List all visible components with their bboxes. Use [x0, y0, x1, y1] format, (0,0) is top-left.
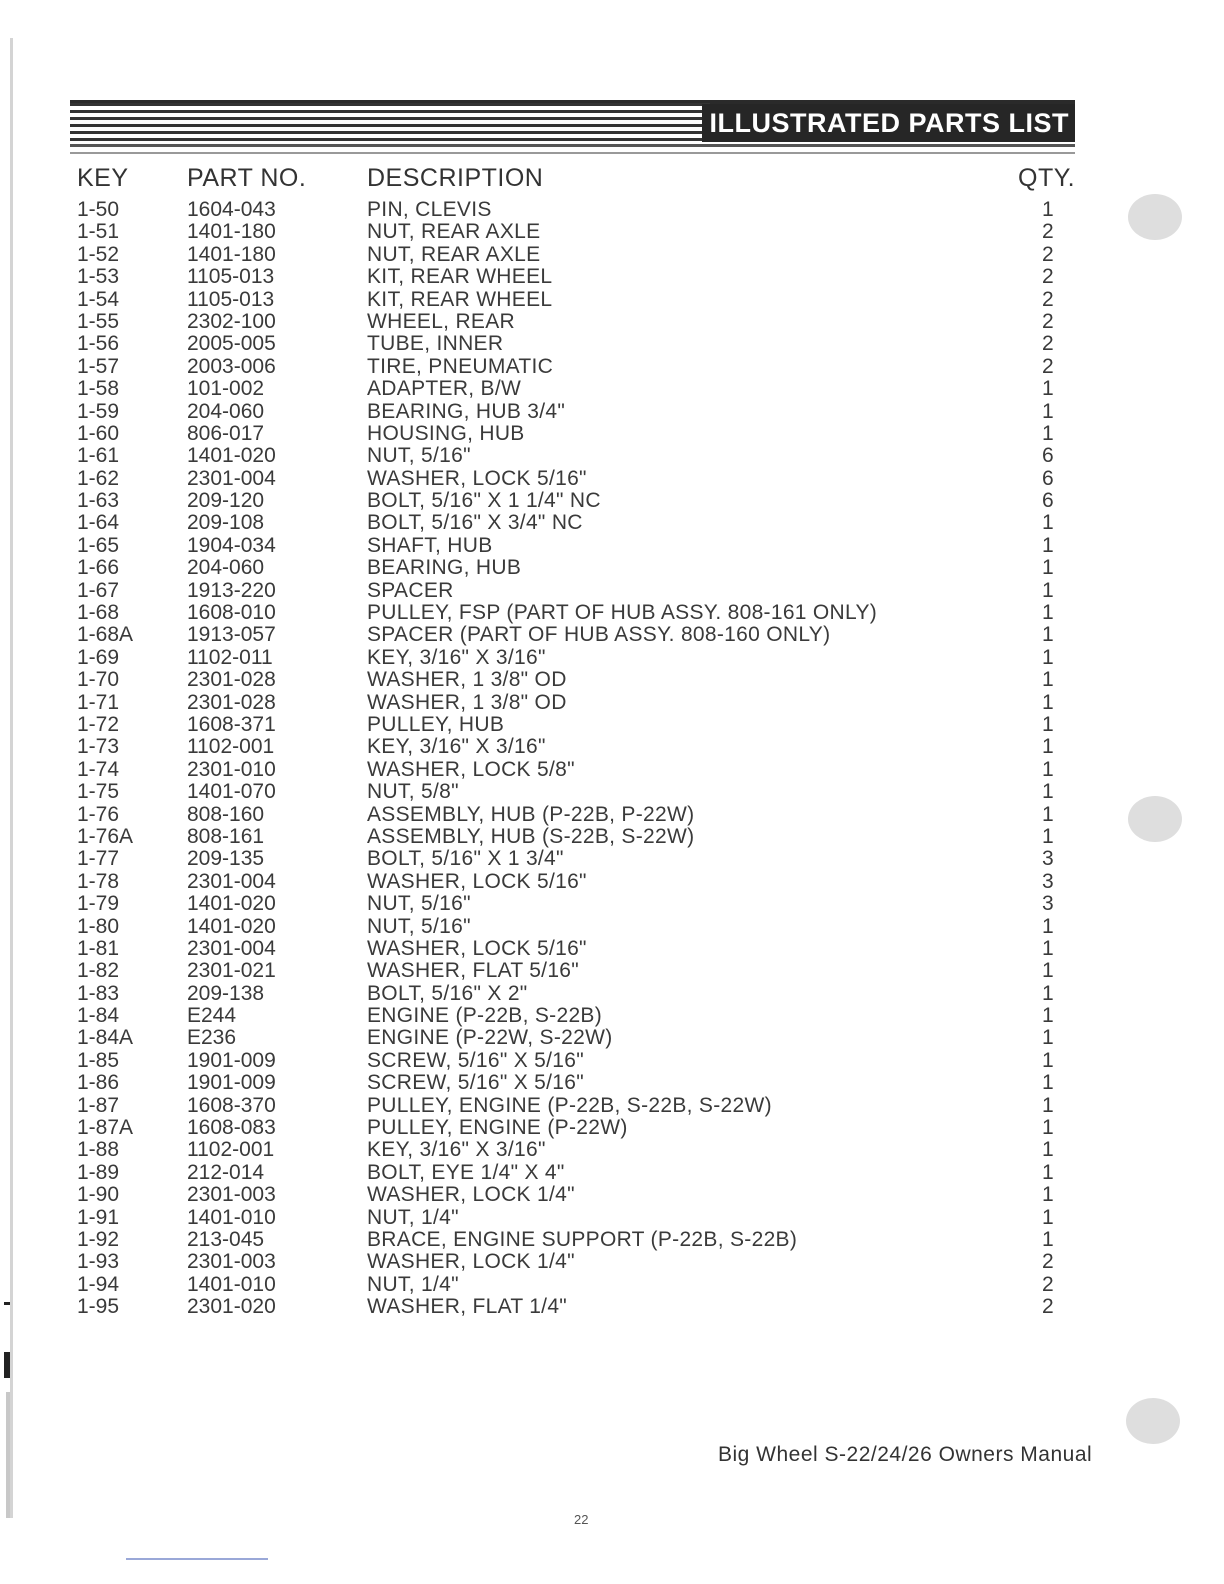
row-qty: 3 [1042, 869, 1054, 893]
row-qty: 6 [1042, 444, 1054, 468]
row-key: 1-54 [77, 287, 120, 311]
table-row [0, 669, 1224, 691]
row-description: NUT, 1/4" [367, 1205, 459, 1229]
row-qty: 1 [1042, 645, 1054, 669]
footer-title: Big Wheel S-22/24/26 Owners Manual [718, 1443, 1093, 1466]
row-qty: 1 [1042, 690, 1054, 714]
row-description: NUT, REAR AXLE [367, 220, 541, 244]
row-part-no: 2301-028 [187, 668, 276, 692]
table-row [0, 580, 1224, 602]
row-description: PULLEY, HUB [367, 712, 505, 736]
table-row [0, 333, 1224, 355]
table-row [0, 1095, 1224, 1117]
row-qty: 1 [1042, 1183, 1054, 1207]
row-key: 1-72 [77, 712, 120, 736]
row-part-no: 2301-021 [187, 959, 276, 983]
table-row [0, 1162, 1224, 1184]
row-key: 1-77 [77, 847, 120, 871]
row-qty: 1 [1042, 511, 1054, 535]
row-description: BRACE, ENGINE SUPPORT (P-22B, S-22B) [367, 1227, 798, 1251]
table-row [0, 557, 1224, 579]
row-key: 1-64 [77, 511, 120, 535]
table-row [0, 1274, 1224, 1296]
row-description: WASHER, FLAT 5/16" [367, 959, 580, 983]
row-qty: 2 [1042, 287, 1054, 311]
row-description: ASSEMBLY, HUB (P-22B, P-22W) [367, 802, 695, 826]
row-part-no: 1401-180 [187, 220, 276, 244]
row-qty: 6 [1042, 489, 1054, 513]
row-description: WASHER, LOCK 5/16" [367, 936, 587, 960]
row-key: 1-84 [77, 1004, 120, 1028]
row-part-no: 808-160 [187, 802, 265, 826]
row-part-no: 2301-010 [187, 757, 276, 781]
row-key: 1-69 [77, 645, 120, 669]
row-key: 1-88 [77, 1138, 120, 1162]
row-part-no: 209-135 [187, 847, 265, 871]
row-description: NUT, 5/16" [367, 444, 471, 468]
row-qty: 1 [1042, 1004, 1054, 1028]
binder-hole [1126, 1398, 1180, 1444]
row-description: KIT, REAR WHEEL [367, 265, 553, 289]
row-description: HOUSING, HUB [367, 421, 525, 445]
table-row [0, 378, 1224, 400]
table-row [0, 736, 1224, 758]
row-qty: 1 [1042, 959, 1054, 983]
row-part-no: 1904-034 [187, 533, 276, 557]
row-key: 1-87 [77, 1093, 120, 1117]
row-key: 1-53 [77, 265, 120, 289]
row-qty: 1 [1042, 556, 1054, 580]
row-part-no: 808-161 [187, 824, 265, 848]
row-part-no: 1608-371 [187, 712, 276, 736]
row-part-no: 101-002 [187, 377, 265, 401]
row-part-no: 2301-004 [187, 869, 276, 893]
row-part-no: 213-045 [187, 1227, 265, 1251]
table-row [0, 647, 1224, 669]
table-row [0, 871, 1224, 893]
row-part-no: 1401-010 [187, 1272, 276, 1296]
row-description: SPACER (PART OF HUB ASSY. 808-160 ONLY) [367, 623, 831, 647]
table-row [0, 893, 1224, 915]
row-part-no: 1608-370 [187, 1093, 276, 1117]
row-qty: 2 [1042, 1250, 1054, 1274]
row-part-no: 1105-013 [187, 265, 275, 289]
row-description: BOLT, 5/16" X 2" [367, 981, 528, 1005]
table-row [0, 804, 1224, 826]
row-qty: 1 [1042, 1116, 1054, 1140]
row-qty: 1 [1042, 1071, 1054, 1095]
row-description: BOLT, 5/16" X 1 3/4" [367, 847, 564, 871]
row-qty: 1 [1042, 1227, 1054, 1251]
row-key: 1-95 [77, 1295, 120, 1319]
row-qty: 1 [1042, 421, 1054, 445]
divider [70, 152, 1075, 154]
table-row [0, 401, 1224, 423]
row-qty: 1 [1042, 712, 1054, 736]
row-part-no: 2301-020 [187, 1295, 276, 1319]
row-part-no: 1604-043 [187, 198, 276, 221]
row-description: KEY, 3/16" X 3/16" [367, 1138, 546, 1162]
table-row [0, 1229, 1224, 1251]
row-key: 1-78 [77, 869, 120, 893]
row-part-no: 1401-020 [187, 892, 276, 916]
row-part-no: 204-060 [187, 399, 265, 423]
row-part-no: 1102-011 [187, 645, 273, 669]
row-description: SCREW, 5/16" X 5/16" [367, 1071, 585, 1095]
row-key: 1-84A [77, 1026, 134, 1050]
table-row [0, 938, 1224, 960]
row-key: 1-86 [77, 1071, 120, 1095]
table-row [0, 848, 1224, 870]
row-qty: 2 [1042, 1295, 1054, 1319]
row-part-no: 2301-004 [187, 466, 276, 490]
row-qty: 6 [1042, 466, 1054, 490]
table-row [0, 535, 1224, 557]
row-key: 1-61 [77, 444, 120, 468]
row-key: 1-85 [77, 1048, 120, 1072]
row-description: WASHER, LOCK 5/8" [367, 757, 575, 781]
row-key: 1-50 [77, 198, 120, 221]
row-key: 1-74 [77, 757, 120, 781]
row-key: 1-68 [77, 601, 120, 625]
row-part-no: 204-060 [187, 556, 265, 580]
row-description: PULLEY, ENGINE (P-22B, S-22B, S-22W) [367, 1093, 772, 1117]
table-row [0, 356, 1224, 378]
scan-mark [6, 1392, 10, 1518]
row-key: 1-89 [77, 1160, 120, 1184]
row-description: WASHER, 1 3/8" OD [367, 690, 567, 714]
row-description: WHEEL, REAR [367, 309, 515, 333]
row-key: 1-59 [77, 399, 120, 423]
row-part-no: 1901-009 [187, 1071, 276, 1095]
row-key: 1-81 [77, 936, 120, 960]
table-row [0, 1005, 1224, 1027]
row-part-no: 1913-057 [187, 623, 276, 647]
row-key: 1-75 [77, 780, 120, 804]
row-part-no: 806-017 [187, 421, 265, 445]
row-part-no: 1401-180 [187, 242, 276, 266]
row-qty: 1 [1042, 533, 1054, 557]
row-part-no: 209-138 [187, 981, 265, 1005]
row-key: 1-70 [77, 668, 120, 692]
row-qty: 2 [1042, 332, 1054, 356]
row-key: 1-51 [77, 220, 120, 244]
row-part-no: 209-108 [187, 511, 265, 535]
page-title: ILLUSTRATED PARTS LIST [702, 104, 1075, 142]
row-description: WASHER, LOCK 5/16" [367, 869, 587, 893]
table-row [0, 983, 1224, 1005]
row-part-no: 1608-083 [187, 1116, 276, 1140]
row-part-no: 2003-006 [187, 354, 276, 378]
row-description: BEARING, HUB 3/4" [367, 399, 566, 423]
table-row [0, 960, 1224, 982]
row-key: 1-68A [77, 623, 134, 647]
table-row [0, 1072, 1224, 1094]
table-row [0, 490, 1224, 512]
row-description: KEY, 3/16" X 3/16" [367, 645, 546, 669]
row-description: WASHER, LOCK 5/16" [367, 466, 587, 490]
row-description: ASSEMBLY, HUB (S-22B, S-22W) [367, 824, 695, 848]
table-row [0, 1296, 1224, 1318]
row-key: 1-56 [77, 332, 120, 356]
row-qty: 2 [1042, 354, 1054, 378]
row-qty: 2 [1042, 220, 1054, 244]
row-description: NUT, 5/8" [367, 780, 459, 804]
header-band [70, 100, 1075, 148]
table-row [0, 1027, 1224, 1049]
row-description: SPACER [367, 578, 454, 602]
table-row [0, 781, 1224, 803]
row-part-no: 1401-020 [187, 914, 276, 938]
table-row [0, 759, 1224, 781]
row-qty: 2 [1042, 265, 1054, 289]
table-row [0, 916, 1224, 938]
row-qty: 1 [1042, 1160, 1054, 1184]
row-qty: 1 [1042, 601, 1054, 625]
row-part-no: E236 [187, 1026, 237, 1050]
row-qty: 1 [1042, 198, 1054, 221]
page-number: 22 [574, 1512, 589, 1527]
row-qty: 3 [1042, 847, 1054, 871]
row-part-no: 2302-100 [187, 309, 276, 333]
row-key: 1-63 [77, 489, 120, 513]
column-header-part-no: PART NO. [187, 164, 307, 192]
row-description: TUBE, INNER [367, 332, 504, 356]
table-row [0, 714, 1224, 736]
row-qty: 1 [1042, 578, 1054, 602]
row-description: WASHER, 1 3/8" OD [367, 668, 567, 692]
table-row [0, 221, 1224, 243]
column-header-qty: QTY. [1018, 164, 1076, 192]
row-qty: 1 [1042, 623, 1054, 647]
row-part-no: 1105-013 [187, 287, 275, 311]
row-part-no: 2301-003 [187, 1250, 276, 1274]
row-key: 1-73 [77, 735, 120, 759]
row-part-no: 1401-010 [187, 1205, 276, 1229]
row-key: 1-80 [77, 914, 120, 938]
row-qty: 1 [1042, 757, 1054, 781]
row-qty: 1 [1042, 1205, 1054, 1229]
parts-table [0, 199, 1224, 1319]
row-part-no: 1913-220 [187, 578, 276, 602]
row-part-no: 209-120 [187, 489, 265, 513]
row-key: 1-91 [77, 1205, 120, 1229]
row-description: NUT, REAR AXLE [367, 242, 541, 266]
row-key: 1-60 [77, 421, 120, 445]
row-description: PULLEY, ENGINE (P-22W) [367, 1116, 628, 1140]
row-key: 1-87A [77, 1116, 134, 1140]
row-qty: 1 [1042, 1048, 1054, 1072]
row-part-no: 2301-028 [187, 690, 276, 714]
table-row [0, 423, 1224, 445]
table-row [0, 1050, 1224, 1072]
row-key: 1-71 [77, 690, 120, 714]
row-part-no: 1401-070 [187, 780, 276, 804]
row-description: SCREW, 5/16" X 5/16" [367, 1048, 585, 1072]
row-description: NUT, 5/16" [367, 914, 471, 938]
row-description: NUT, 1/4" [367, 1272, 459, 1296]
row-key: 1-83 [77, 981, 120, 1005]
column-header-description: DESCRIPTION [367, 164, 544, 192]
row-description: ENGINE (P-22B, S-22B) [367, 1004, 603, 1028]
row-key: 1-76 [77, 802, 120, 826]
row-description: BOLT, 5/16" X 1 1/4" NC [367, 489, 601, 513]
row-description: ADAPTER, B/W [367, 377, 522, 401]
row-part-no: 2005-005 [187, 332, 276, 356]
row-description: WASHER, LOCK 1/4" [367, 1250, 575, 1274]
row-key: 1-57 [77, 354, 120, 378]
row-qty: 1 [1042, 780, 1054, 804]
table-row [0, 1184, 1224, 1206]
row-qty: 1 [1042, 936, 1054, 960]
row-description: BOLT, 5/16" X 3/4" NC [367, 511, 583, 535]
row-key: 1-58 [77, 377, 120, 401]
row-description: KIT, REAR WHEEL [367, 287, 553, 311]
row-qty: 1 [1042, 1026, 1054, 1050]
table-row [0, 1139, 1224, 1161]
table-row [0, 311, 1224, 333]
row-description: ENGINE (P-22W, S-22W) [367, 1026, 613, 1050]
row-key: 1-93 [77, 1250, 120, 1274]
table-row [0, 1117, 1224, 1139]
table-row [0, 266, 1224, 288]
row-key: 1-79 [77, 892, 120, 916]
row-qty: 1 [1042, 399, 1054, 423]
table-row [0, 602, 1224, 624]
row-part-no: 1401-020 [187, 444, 276, 468]
row-key: 1-92 [77, 1227, 120, 1251]
row-qty: 1 [1042, 981, 1054, 1005]
row-description: PULLEY, FSP (PART OF HUB ASSY. 808-161 ONLY) [367, 601, 878, 625]
row-description: BEARING, HUB [367, 556, 522, 580]
row-description: NUT, 5/16" [367, 892, 471, 916]
row-key: 1-90 [77, 1183, 120, 1207]
row-key: 1-94 [77, 1272, 120, 1296]
row-description: BOLT, EYE 1/4" X 4" [367, 1160, 565, 1184]
row-qty: 2 [1042, 242, 1054, 266]
row-part-no: 212-014 [187, 1160, 265, 1184]
header-stripe [70, 144, 1075, 147]
row-key: 1-62 [77, 466, 120, 490]
row-qty: 1 [1042, 377, 1054, 401]
table-row [0, 289, 1224, 311]
row-key: 1-66 [77, 556, 120, 580]
row-part-no: 2301-004 [187, 936, 276, 960]
row-key: 1-55 [77, 309, 120, 333]
row-description: WASHER, LOCK 1/4" [367, 1183, 575, 1207]
table-row [0, 692, 1224, 714]
row-qty: 3 [1042, 892, 1054, 916]
row-key: 1-76A [77, 824, 134, 848]
row-description: KEY, 3/16" X 3/16" [367, 735, 546, 759]
row-description: TIRE, PNEUMATIC [367, 354, 554, 378]
row-part-no: E244 [187, 1004, 237, 1028]
row-description: WASHER, FLAT 1/4" [367, 1295, 568, 1319]
table-row [0, 1251, 1224, 1273]
table-row [0, 244, 1224, 266]
row-qty: 2 [1042, 1272, 1054, 1296]
row-qty: 1 [1042, 914, 1054, 938]
row-key: 1-67 [77, 578, 120, 602]
row-description: PIN, CLEVIS [367, 198, 492, 221]
row-qty: 1 [1042, 1093, 1054, 1117]
row-description: SHAFT, HUB [367, 533, 493, 557]
row-part-no: 2301-003 [187, 1183, 276, 1207]
row-key: 1-82 [77, 959, 120, 983]
table-row [0, 445, 1224, 467]
scan-mark [4, 1352, 10, 1378]
column-header-key: KEY [77, 164, 129, 192]
table-row [0, 1207, 1224, 1229]
row-part-no: 1102-001 [187, 1138, 275, 1162]
row-part-no: 1901-009 [187, 1048, 276, 1072]
row-qty: 1 [1042, 802, 1054, 826]
table-row [0, 512, 1224, 534]
scan-line [126, 1558, 268, 1560]
table-row [0, 468, 1224, 490]
row-qty: 2 [1042, 309, 1054, 333]
row-part-no: 1102-001 [187, 735, 275, 759]
row-qty: 1 [1042, 735, 1054, 759]
table-row [0, 199, 1224, 221]
row-qty: 1 [1042, 824, 1054, 848]
table-row [0, 826, 1224, 848]
row-key: 1-65 [77, 533, 120, 557]
row-part-no: 1608-010 [187, 601, 276, 625]
table-row [0, 624, 1224, 646]
header-stripes [70, 103, 710, 143]
row-qty: 1 [1042, 668, 1054, 692]
row-key: 1-52 [77, 242, 120, 266]
row-qty: 1 [1042, 1138, 1054, 1162]
